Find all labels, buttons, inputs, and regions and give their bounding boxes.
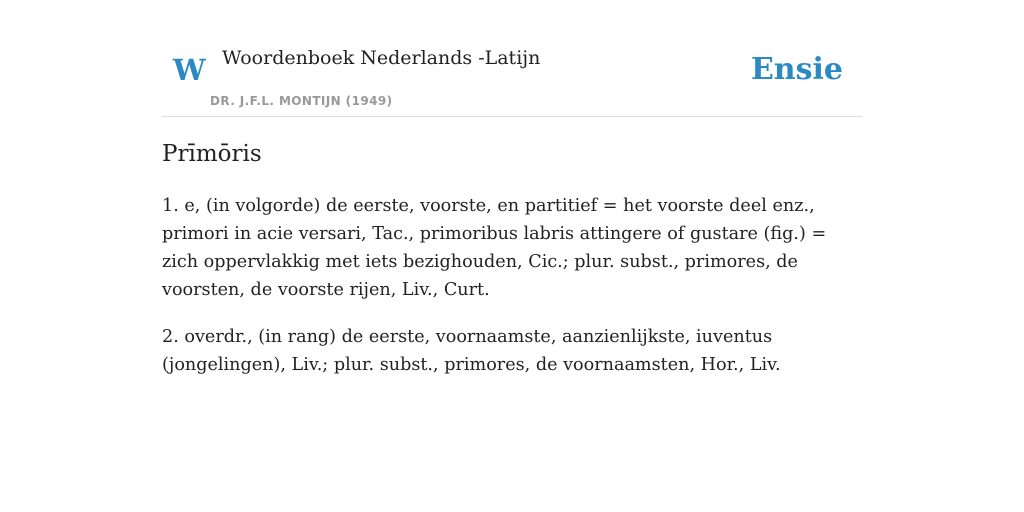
dictionary-logo[interactable]: W xyxy=(173,53,206,87)
entry-headword: Prīmōris xyxy=(162,141,262,167)
dictionary-title[interactable]: Woordenboek Nederlands -Latijn xyxy=(222,47,541,69)
entry-definitions xyxy=(162,192,867,398)
ensie-logo[interactable]: Ensie xyxy=(750,52,843,87)
definition-1: 1. e, (in volgorde) de eerste, voorste, en partitief = het voorste deel enz., primori in acie versari, Tac., primoribus labris attingere of gustare (fig.) = zich oppervlakkig met iets bezighouden, Cic.; plur. subst., primores, de voorsten, de voorste rijen, Liv., Curt. xyxy=(162,196,827,300)
dictionary-header xyxy=(162,0,862,117)
definition-2: 2. overdr., (in rang) de eerste, voornaamste, aanzienlijkste, iuventus (jongelingen), Liv.; plur. subst., primores, de voornaamsten, Hor., Liv. xyxy=(162,327,781,375)
dictionary-author: DR. J.F.L. MONTIJN (1949) xyxy=(210,94,393,108)
